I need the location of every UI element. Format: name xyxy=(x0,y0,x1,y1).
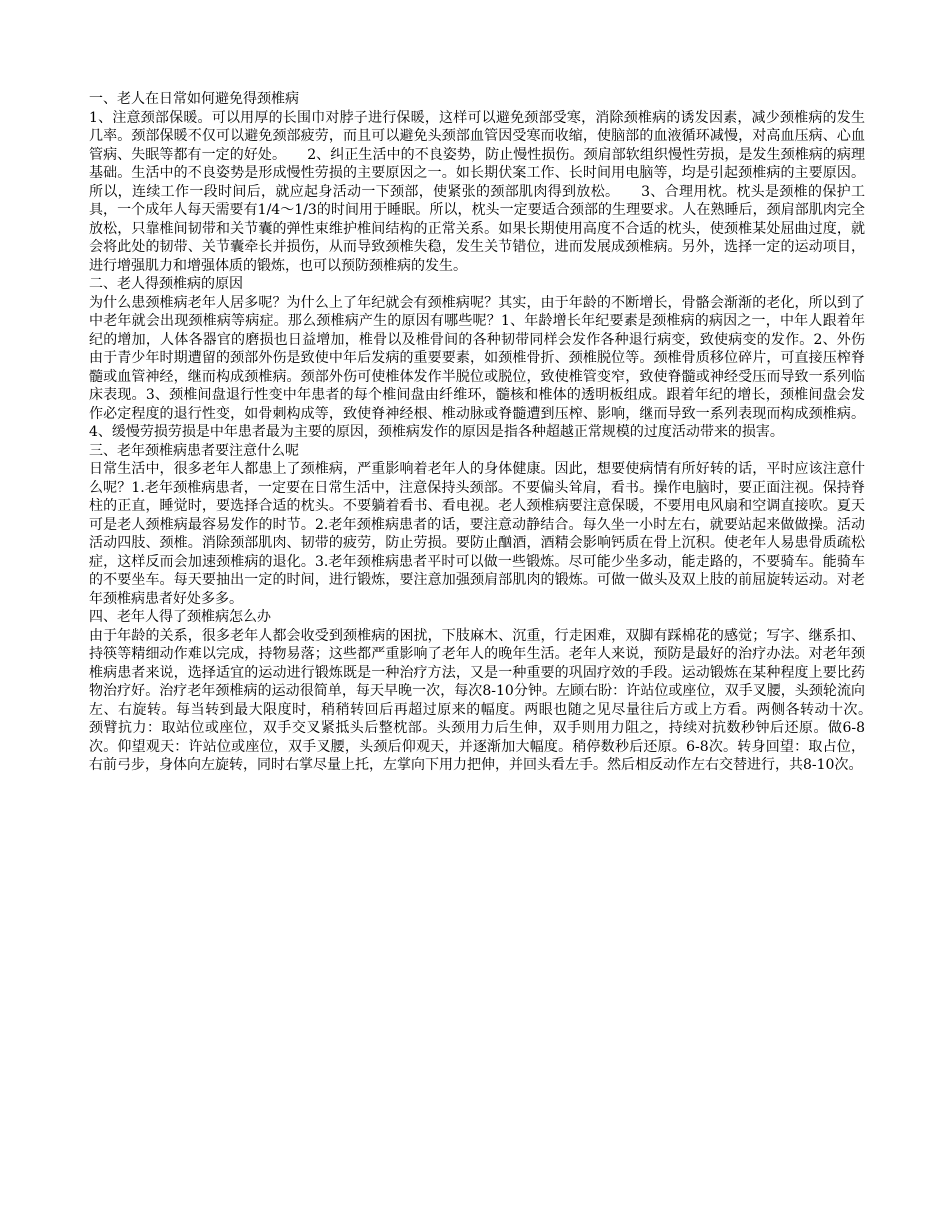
section-precautions xyxy=(89,442,865,609)
section-prevention xyxy=(89,90,865,275)
section-heading: 四、老年人得了颈椎病怎么办 xyxy=(89,609,271,625)
section-causes xyxy=(89,275,865,442)
section-treatment xyxy=(89,608,893,775)
section-heading: 二、老人得颈椎病的原因 xyxy=(89,276,243,292)
document-body xyxy=(89,90,893,775)
section-paragraph: 日常生活中，很多老年人都患上了颈椎病，严重影响着老年人的身体健康。因此，想要使病情有所好转的话，平时应该注意什么呢？1.老年颈椎病患者，一定要在日常生活中，注意保持头颈部。不要偏头耸肩，看书。操作电脑时，要正面注视。保持脊柱的正直，睡觉时，要选择合适的枕头。不要躺着看书、看电视。老人颈椎病要注意保暖，不要用电风扇和空调直接吹。夏天可是老人颈椎病最容易发作的时节。2.老年颈椎病患者的话，要注意动静结合。每久坐一小时左右，就要站起来做做操。活动活动四肢、颈椎。消除颈部肌肉、韧带的疲劳，防止劳损。要防止酗酒，酒精会影响钙质在骨上沉积。使老年人易患骨质疏松症，这样反而会加速颈椎病的退化。3.老年颈椎病患者平时可以做一些锻炼。尽可能少坐多动，能走路的，不要骑车。能骑车的不要坐车。每天要抽出一定的时间，进行锻炼，要注意加强颈肩部肌肉的锻炼。可做一做头及双上肢的前屈旋转运动。对老年颈椎病患者好处多多。 xyxy=(89,461,865,607)
section-paragraph: 为什么患颈椎病老年人居多呢？为什么上了年纪就会有颈椎病呢？其实，由于年龄的不断增长，骨骼会渐渐的老化，所以到了中老年就会出现颈椎病等病症。那么颈椎病产生的原因有哪些呢？1、年龄增长年纪要素是颈椎病的病因之一，中年人跟着年纪的增加，人体各器官的磨损也日益增加，椎骨以及椎骨间的各种韧带同样会发作各种退行病变，致使病变的发作。2、外伤由于青少年时期遭留的颈部外伤是致使中年后发病的重要要素，如颈椎骨折、颈椎脱位等。颈椎骨质移位碎片，可直接压榨脊髓或血管神经，继而构成颈椎病。颈部外伤可使椎体发作半脱位或脱位，致使椎管变窄，致使脊髓或神经受压而导致一系列临床表现。3、颈椎间盘退行性变中年患者的每个椎间盘由纤维环，髓核和椎体的透明板组成。跟着年纪的增长，颈椎间盘会发作必定程度的退行性变，如骨刺构成等，致使脊神经根、椎动脉或脊髓遭到压榨、影响，继而导致一系列表现而构成颈椎病。4、缓慢劳损劳损是中年患者最为主要的原因，颈椎病发作的原因是指各种超越正常规模的过度活动带来的损害。 xyxy=(89,294,865,440)
section-paragraph: 由于年龄的关系，很多老年人都会收受到颈椎病的困扰，下肢麻木、沉重，行走困难，双脚有踩棉花的感觉；写字、继系扣、持筷等精细动作难以完成，持物易落；这些都严重影响了老年人的晚年生活。老年人来说，预防是最好的治疗办法。对老年颈椎病患者来说，选择适宜的运动进行锻炼既是一种治疗方法，又是一种重要的巩固疗效的手段。运动锻炼在某种程度上要比药物治疗好。治疗老年颈椎病的运动很简单，每天早晚一次，每次8-10分钟。左顾右盼：许站位或座位，双手叉腰，头颈轮流向左、右旋转。每当转到最大限度时，稍稍转回后再超过原来的幅度。两眼也随之见尽量往后方或上方看。两侧各转动十次。 颈臂抗力：取站位或座位，双手交叉紧抵头后整枕部。头颈用力后生伸，双手则用力阻之，持续对抗数秒钟后还原。做6-8次。仰望观天：许站位或座位，双手叉腰，头颈后仰观天，并逐渐加大幅度。稍停数秒后还原。6-8次。转身回望：取占位，右前弓步，身体向左旋转，同时右掌尽量上托，左掌向下用力把伸，并回头看左手。然后相反动作左右交替进行，共8-10次。 xyxy=(89,627,893,773)
section-heading: 一、老人在日常如何避免得颈椎病 xyxy=(89,91,299,107)
section-paragraph: 1、注意颈部保暖。可以用厚的长围巾对脖子进行保暖，这样可以避免颈部受寒，消除颈椎病的诱发因素，减少颈椎病的发生几率。颈部保暖不仅可以避免颈部疲劳，而且可以避免头颈部血管因受寒而收缩，使脑部的血液循环减慢，对高血压病、心血管病、失眠等都有一定的好处。 2、纠正生活中的不良姿势，防止慢性损伤。颈肩部软组织慢性劳损，是发生颈椎病的病理基础。生活中的不良姿势是形成慢性劳损的主要原因之一。如长期伏案工作、长时间用电脑等，均是引起颈椎病的主要原因。所以，连续工作一段时间后，就应起身活动一下颈部，使紧张的颈部肌肉得到放松。 3、合理用枕。枕头是颈椎的保护工具，一个成年人每天需要有1/4～1/3的时间用于睡眠。所以，枕头一定要适合颈部的生理要求。人在熟睡后，颈肩部肌肉完全放松，只靠椎间韧带和关节囊的弹性束维护椎间结构的正常关系。如果长期使用高度不合适的枕头，使颈椎某处屈曲过度，就会将此处的韧带、关节囊牵长并损伤，从而导致颈椎失稳，发生关节错位，进而发展成颈椎病。另外，选择一定的运动项目，进行增强肌力和增强体质的锻炼，也可以预防颈椎病的发生。 xyxy=(89,109,865,274)
section-heading: 三、老年颈椎病患者要注意什么呢 xyxy=(89,442,299,459)
